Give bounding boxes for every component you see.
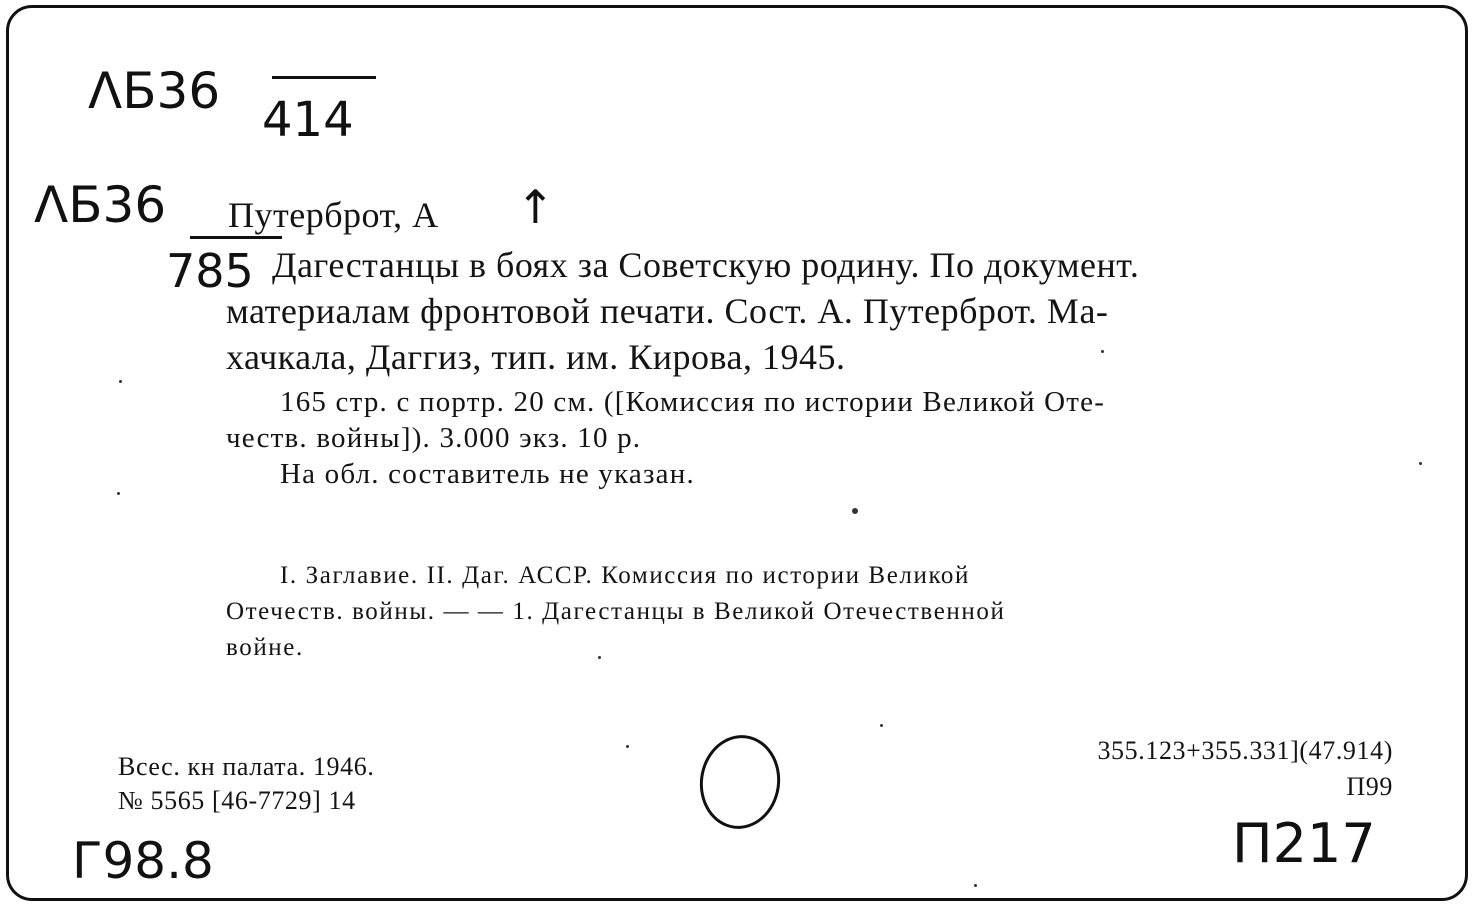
handwritten-code-bottom-right: П217 (1232, 812, 1376, 875)
udc-classification: 355.123+355.331](47.914) (1097, 736, 1393, 765)
udc-author-mark: П99 (1346, 772, 1393, 801)
scan-speck (1101, 350, 1104, 353)
handwritten-code-left-sub: 785 (166, 244, 254, 298)
description-line-1: 165 стр. с портр. 20 см. ([Комиссия по истории Великой Оте- (280, 386, 1106, 418)
scan-speck (119, 380, 122, 383)
subjects-line-2: Отечеств. войны. — — 1. Дагестанцы в Великой Отечественной (226, 598, 1006, 625)
scan-speck (1419, 462, 1422, 465)
book-chamber-line-1: Всес. кн палата. 1946. (118, 752, 375, 781)
description-line-2: честв. войны]). 3.000 экз. 10 р. (226, 422, 642, 454)
scan-speck (880, 724, 883, 727)
title-line-2: материалам фронтовой печати. Сост. А. Путерброт. Ма- (226, 291, 1109, 331)
note-line: На обл. составитель не указан. (280, 458, 695, 490)
subjects-line-1: I. Заглавие. II. Даг. АССР. Комиссия по истории Великой (280, 562, 971, 589)
subjects-line-3: войне. (226, 634, 304, 661)
scan-speck (974, 884, 977, 887)
scan-speck (598, 656, 601, 659)
author-heading: Путерброт, А (228, 195, 439, 235)
scan-speck (626, 745, 629, 748)
scan-speck (852, 508, 858, 514)
book-chamber-line-2: № 5565 [46-7729] 14 (118, 786, 356, 815)
handwritten-code-bottom-left: Г98.8 (72, 832, 214, 890)
title-line-3: хачкала, Даггиз, тип. им. Кирова, 1945. (226, 337, 846, 377)
handwritten-code-left: ΛБ36 (34, 176, 167, 234)
handwritten-code-top-fraction: 414 (262, 92, 354, 148)
handwritten-code-top: ΛБ36 (88, 62, 221, 120)
fraction-line (272, 76, 376, 79)
title-line-1: Дагестанцы в боях за Советскую родину. По документ. (272, 245, 1140, 285)
scan-speck (117, 492, 120, 495)
author-underline (190, 236, 282, 239)
handwritten-arrow-mark: ↑ (516, 180, 555, 234)
